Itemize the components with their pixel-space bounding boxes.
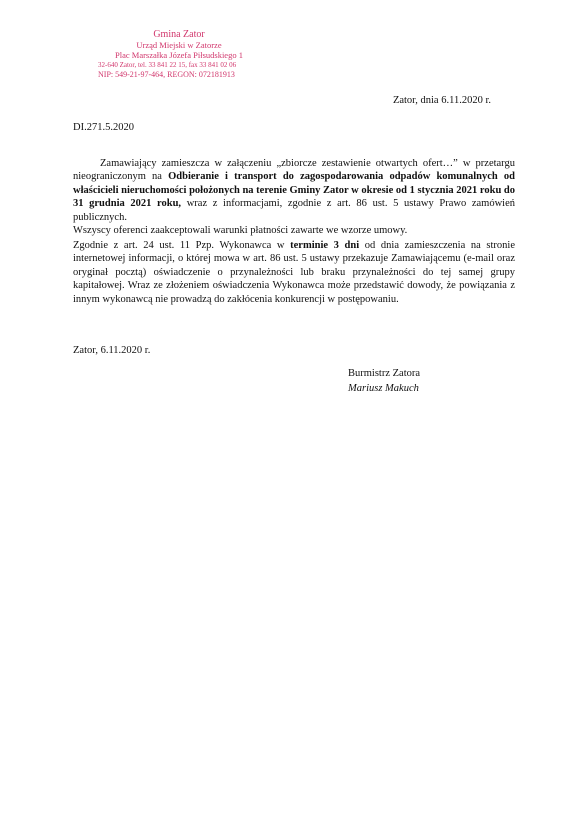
- paragraph-announcement-text-2: wraz z informacjami, zgodnie z art. 86 ust. 5 ustawy Prawo zamówień publicznych.: [73, 198, 515, 223]
- stamp-line-office: Urząd Miejski w Zatorze: [136, 40, 222, 50]
- place-and-date: Zator, 6.11.2020 r.: [73, 345, 151, 356]
- paragraph-capital-group: [73, 239, 515, 306]
- office-stamp: [94, 30, 264, 80]
- paragraph-capital-group-text-2: od dnia zamieszczenia na stronie internetowej informacji, o której mowa w art. 86 ust. 5 ustawy przekazuje Zamawiającemu (e-mail oraz oryginał pocztą) oświadczenie o przynależności lub braku przynależności do tej samej grupy kapitałowej. Wraz ze złożeniem oświadczenia Wykonawca może przedstawić dowody, że powiązania z innym wykonawcą nie prowadzą do zakłócenia konkurencji w postępowaniu.: [73, 240, 516, 305]
- signature-block: [348, 366, 420, 396]
- stamp-line-contact: 32-640 Zator, tel. 33 841 22 15, fax 33 841 02 06: [98, 61, 237, 69]
- document-date: Zator, dnia 6.11.2020 r.: [392, 95, 491, 106]
- signer-name: Mariusz Makuch: [348, 383, 419, 394]
- stamp-line-address: Plac Marszałka Józefa Piłsudskiego 1: [115, 50, 243, 60]
- stamp-line-ids: NIP: 549-21-97-464, REGON: 072181913: [98, 70, 235, 79]
- paragraph-announcement: [73, 157, 515, 237]
- tender-title: Odbieranie i transport do zagospodarowania odpadów komunalnych od właścicieli nieruchomości położonych na terenie Gminy Zator w okresie od 1 stycznia 2021 roku do 31 grudnia 2021 roku,: [73, 171, 515, 210]
- paragraph-announcement-text-1: Zamawiający zamieszcza w załączeniu „zbiorcze zestawienie otwartych ofert…” w przetargu nieograniczonym na: [73, 158, 515, 183]
- stamp-line-municipality: Gmina Zator: [153, 29, 205, 40]
- signer-title: Burmistrz Zatora: [348, 368, 421, 379]
- reference-number: DI.271.5.2020: [73, 122, 134, 133]
- paragraph-payment-terms: Wszyscy oferenci zaakceptowali warunki płatności zawarte we wzorze umowy.: [73, 225, 408, 237]
- paragraph-capital-group-text-1: Zgodnie z art. 24 ust. 11 Pzp. Wykonawca w: [73, 240, 291, 251]
- deadline-emphasis: terminie 3 dni: [290, 240, 360, 251]
